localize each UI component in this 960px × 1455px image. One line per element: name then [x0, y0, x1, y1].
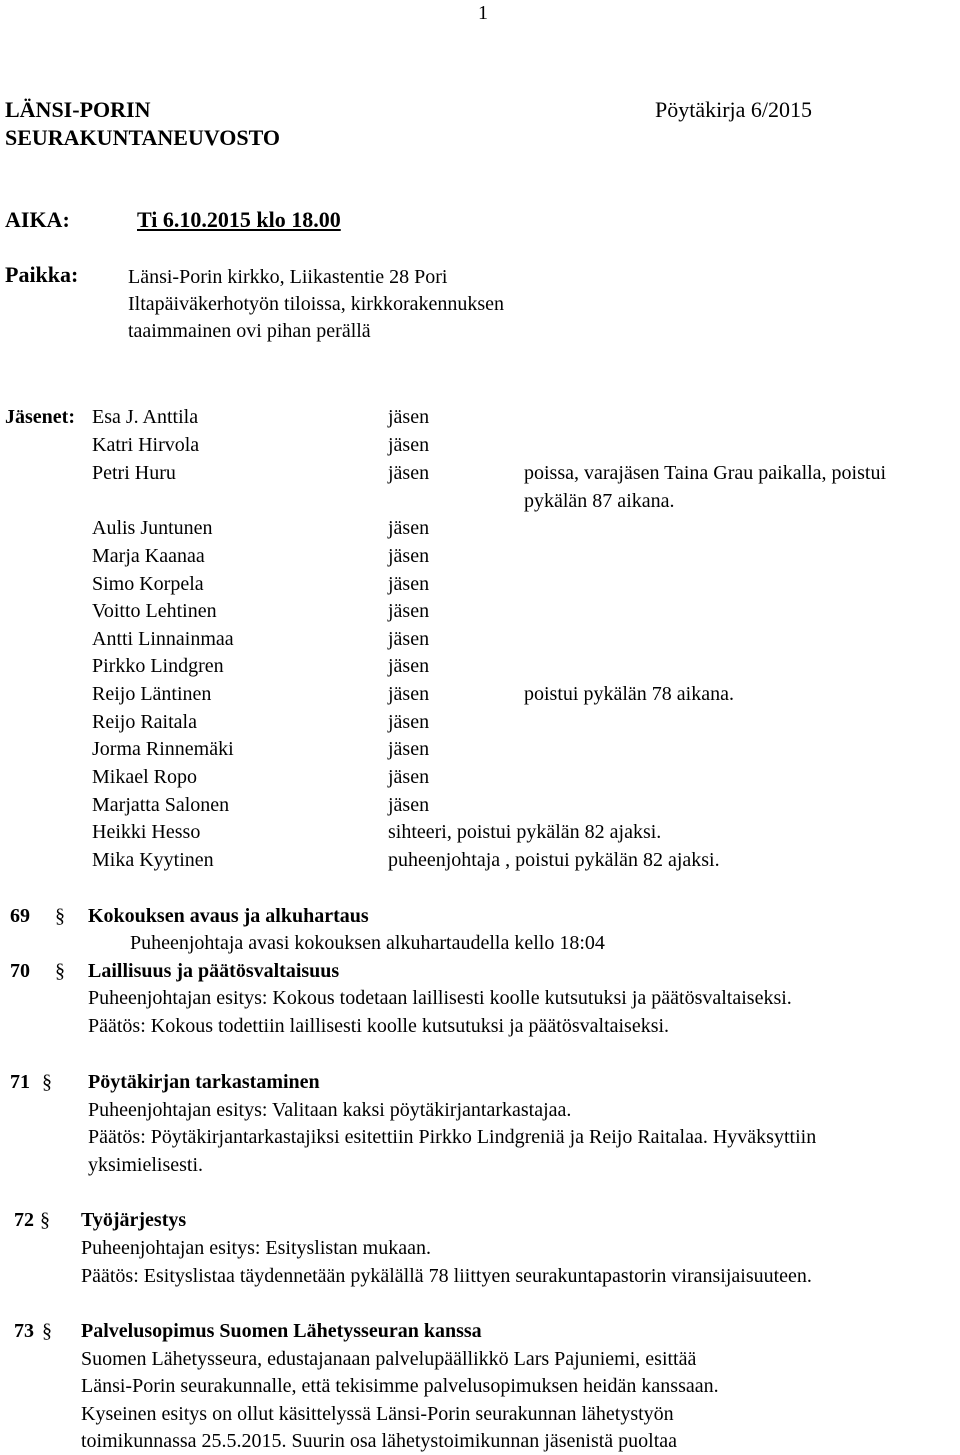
- page-number: 1: [478, 2, 488, 24]
- member-name: Reijo Raitala: [92, 711, 197, 733]
- member-note: poissa, varajäsen Taina Grau paikalla, poistui: [524, 462, 887, 484]
- member-name: Petri Huru: [92, 462, 176, 484]
- place-label: Paikka:: [5, 262, 79, 287]
- member-note: poistui pykälän 78 aikana.: [524, 683, 734, 705]
- member-name: Pirkko Lindgren: [92, 655, 224, 677]
- time-value: Ti 6.10.2015 klo 18.00: [137, 207, 341, 232]
- section-symbol: §: [42, 1320, 52, 1342]
- members-label: Jäsenet:: [5, 406, 75, 428]
- member-name: Mikael Ropo: [92, 766, 197, 788]
- member-name: Katri Hirvola: [92, 434, 200, 456]
- member-name: Marja Kaanaa: [92, 545, 205, 567]
- section-title: Pöytäkirjan tarkastaminen: [88, 1071, 320, 1093]
- section-title: Palvelusopimus Suomen Lähetysseuran kanssa: [81, 1320, 482, 1342]
- section-text-line: toimikunnassa 25.5.2015. Suurin osa lähetystoimikunnan jäsenistä puoltaa: [81, 1430, 678, 1452]
- member-role: jäsen: [388, 600, 430, 622]
- section-number: 69: [10, 905, 30, 927]
- section-title: Kokouksen avaus ja alkuhartaus: [88, 905, 369, 927]
- member-role: sihteeri, poistui pykälän 82 ajaksi.: [388, 821, 662, 843]
- member-role: puheenjohtaja , poistui pykälän 82 ajaksi.: [388, 849, 720, 871]
- org-name-line2: SEURAKUNTANEUVOSTO: [5, 125, 281, 150]
- member-role: jäsen: [388, 655, 430, 677]
- member-name: Simo Korpela: [92, 573, 204, 595]
- section-text-line: Länsi-Porin seurakunnalle, että tekisimme palvelusopimuksen heidän kanssaan.: [81, 1375, 719, 1397]
- member-role: jäsen: [388, 766, 430, 788]
- member-role: jäsen: [388, 545, 430, 567]
- member-role: jäsen: [388, 406, 430, 428]
- section-number: 70: [10, 960, 30, 982]
- member-note-continued: pykälän 87 aikana.: [524, 490, 675, 512]
- time-label: AIKA:: [5, 207, 70, 232]
- section-text-line: Päätös: Pöytäkirjantarkastajiksi esitettiin Pirkko Lindgreniä ja Reijo Raitalaa. Hyväksyttiin: [88, 1126, 817, 1148]
- document-reference: Pöytäkirja 6/2015: [655, 97, 813, 122]
- place-line-3: taaimmainen ovi pihan perällä: [128, 320, 371, 342]
- org-name-line1: LÄNSI-PORIN: [5, 97, 151, 122]
- section-symbol: §: [42, 1071, 52, 1093]
- member-name: Antti Linnainmaa: [92, 628, 234, 650]
- section-text-line: Päätös: Esityslistaa täydennetään pykälällä 78 liittyen seurakuntapastorin viransijaisuuteen.: [81, 1265, 812, 1287]
- member-role: jäsen: [388, 711, 430, 733]
- section-symbol: §: [55, 960, 65, 982]
- member-role: jäsen: [388, 683, 430, 705]
- member-role: jäsen: [388, 573, 430, 595]
- section-symbol: §: [40, 1209, 50, 1231]
- section-number: 73: [14, 1320, 34, 1342]
- section-text-line: yksimielisesti.: [88, 1154, 203, 1176]
- member-name: Reijo Läntinen: [92, 683, 212, 705]
- member-name: Voitto Lehtinen: [92, 600, 217, 622]
- section-text-line: Suomen Lähetysseura, edustajanaan palvelupäällikkö Lars Pajuniemi, esittää: [81, 1348, 697, 1370]
- section-text-line: Puheenjohtajan esitys: Esityslistan mukaan.: [81, 1237, 431, 1259]
- member-role: jäsen: [388, 628, 430, 650]
- section-number: 72: [14, 1209, 34, 1231]
- member-name: Heikki Hesso: [92, 821, 201, 843]
- section-text-line: Puheenjohtaja avasi kokouksen alkuhartaudella kello 18:04: [130, 932, 605, 954]
- member-role: jäsen: [388, 517, 430, 539]
- section-text-line: Kyseinen esitys on ollut käsittelyssä Länsi-Porin seurakunnan lähetystyön: [81, 1403, 674, 1425]
- member-role: jäsen: [388, 434, 430, 456]
- section-text-line: Päätös: Kokous todettiin laillisesti koolle kutsutuksi ja päätösvaltaiseksi.: [88, 1015, 670, 1037]
- member-name: Jorma Rinnemäki: [92, 738, 234, 760]
- member-name: Marjatta Salonen: [92, 794, 230, 816]
- member-role: jäsen: [388, 794, 430, 816]
- section-text-line: Puheenjohtajan esitys: Kokous todetaan laillisesti koolle kutsutuksi ja päätösvaltaiseksi.: [88, 987, 792, 1009]
- section-number: 71: [10, 1071, 30, 1093]
- member-name: Mika Kyytinen: [92, 849, 214, 871]
- member-role: jäsen: [388, 462, 430, 484]
- section-title: Työjärjestys: [81, 1209, 187, 1231]
- place-line-2: Iltapäiväkerhotyön tiloissa, kirkkorakennuksen: [128, 293, 505, 315]
- place-line-1: Länsi-Porin kirkko, Liikastentie 28 Pori: [128, 266, 448, 288]
- section-title: Laillisuus ja päätösvaltaisuus: [88, 960, 340, 982]
- member-name: Aulis Juntunen: [92, 517, 213, 539]
- section-text-line: Puheenjohtajan esitys: Valitaan kaksi pöytäkirjantarkastajaa.: [88, 1099, 572, 1121]
- section-symbol: §: [55, 905, 65, 927]
- member-name: Esa J. Anttila: [92, 406, 199, 428]
- member-role: jäsen: [388, 738, 430, 760]
